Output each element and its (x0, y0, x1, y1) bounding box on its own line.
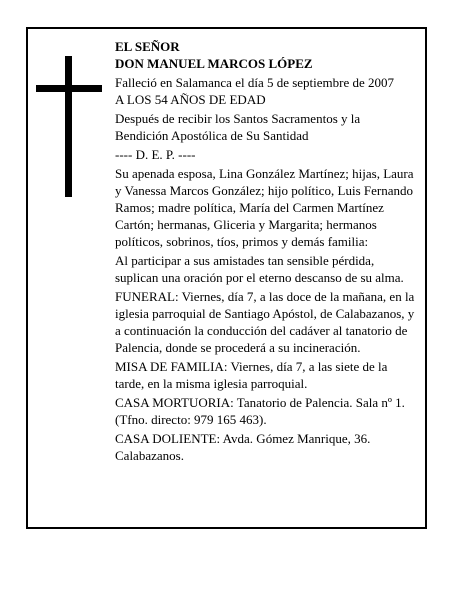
obituary-text (115, 38, 415, 464)
request-paragraph: Al participar a sus amistades tan sensible pérdida, suplican una oración por el eterno descanso de su alma. (115, 253, 404, 285)
cross-vertical-bar (65, 56, 72, 197)
rip-line: ---- D. E. P. ---- (115, 147, 196, 162)
home-paragraph: CASA DOLIENTE: Avda. Gómez Manrique, 36. Calabazanos. (115, 431, 371, 463)
family-paragraph: Su apenada esposa, Lina González Martínez; hijas, Laura y Vanessa Marcos González; hijo político, Luis Fernando Ramos; madre política, María del Carmen Martínez Cartón; hermanas, Gliceria y Margarita; hermanos políticos, sobrinos, tíos, primos y demás familia: (115, 166, 414, 249)
cross-icon (36, 56, 102, 197)
cross-horizontal-bar (36, 85, 102, 92)
death-line: Falleció en Salamanca el día 5 de septiembre de 2007 (115, 75, 395, 90)
mortuary-paragraph: CASA MORTUORIA: Tanatorio de Palencia. Sala nº 1. (Tfno. directo: 979 165 463). (115, 395, 405, 427)
deceased-name: DON MANUEL MARCOS LÓPEZ (115, 56, 313, 71)
salutation: EL SEÑOR (115, 39, 180, 54)
mass-paragraph: MISA DE FAMILIA: Viernes, día 7, a las siete de la tarde, en la misma iglesia parroquial. (115, 359, 388, 391)
age-line: A LOS 54 AÑOS DE EDAD (115, 92, 266, 107)
sacraments-line: Después de recibir los Santos Sacramentos y la Bendición Apostólica de Su Santidad (115, 111, 361, 143)
funeral-paragraph: FUNERAL: Viernes, día 7, a las doce de la mañana, en la iglesia parroquial de Santiago Apóstol, de Calabazanos, y a continuación la conducción del cadáver al tanatorio de Palencia, donde se procederá a su incineración. (115, 289, 415, 355)
